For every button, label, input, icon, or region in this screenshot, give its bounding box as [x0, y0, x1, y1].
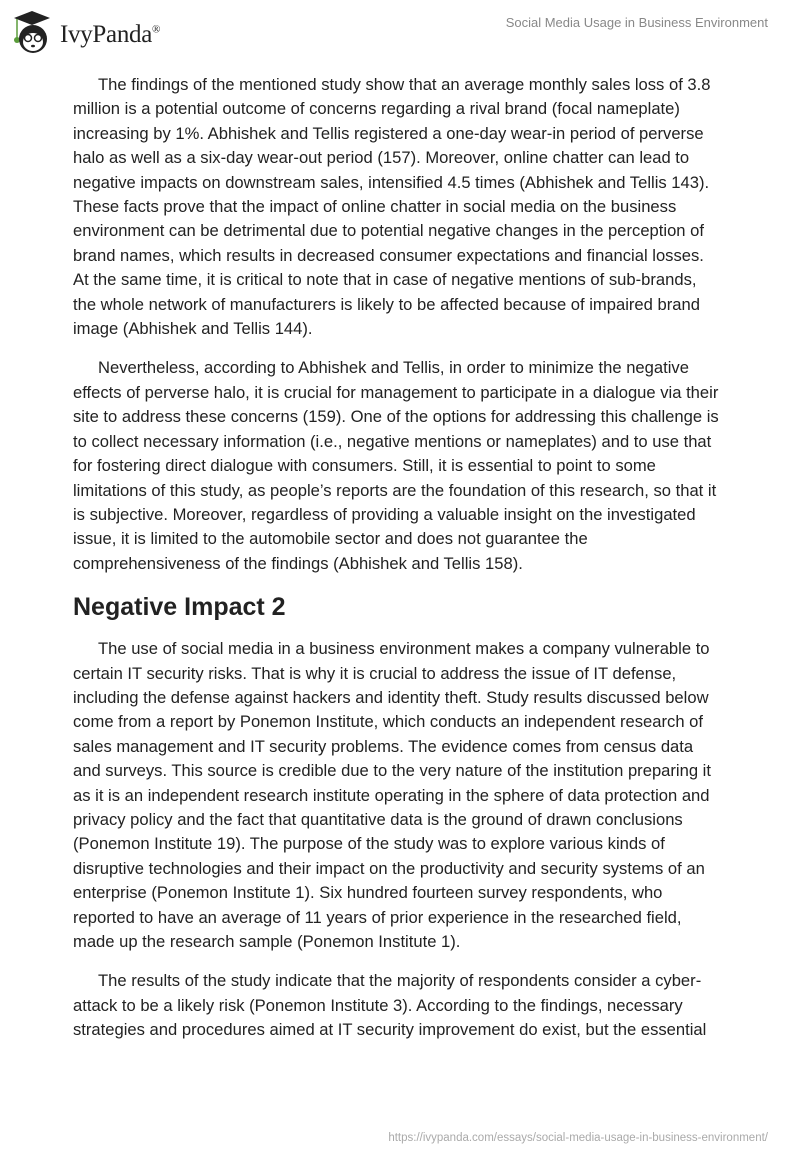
- text-line: reported to have an average of 11 years of prior experience in the researched field,: [73, 907, 682, 927]
- text-line: Nevertheless, according to Abhishek and Tellis, in order to minimize the negative: [98, 358, 689, 378]
- text-line: issue, it is limited to the automobile sector and does not guarantee the: [73, 529, 588, 549]
- text-line: effects of perverse halo, it is crucial for management to participate in a dialogue via their: [73, 382, 719, 402]
- text-line: and surveys. This source is credible due to the very nature of the institution preparing it: [73, 761, 711, 781]
- text-line: comprehensiveness of the findings (Abhishek and Tellis 158).: [73, 553, 523, 573]
- text-line: negative impacts on downstream sales, intensified 4.5 times (Abhishek and Tellis 143).: [73, 172, 710, 192]
- text-line: limitations of this study, as people’s reports are the foundation of this research, so that it: [73, 480, 717, 500]
- paragraph: [73, 73, 733, 341]
- text-line: At the same time, it is critical to note that in case of negative mentions of sub-brands,: [73, 270, 697, 290]
- text-line: halo as well as a six-day wear-out period (157). Moreover, online chatter can lead to: [73, 148, 690, 168]
- text-line: (Ponemon Institute 19). The purpose of the study was to explore various kinds of: [73, 834, 665, 854]
- text-line: the whole network of manufacturers is likely to be affected because of impaired brand: [73, 294, 700, 314]
- text-line: The findings of the mentioned study show that an average monthly sales loss of 3.8: [98, 75, 711, 94]
- panda-logo-icon: [12, 8, 52, 56]
- text-line: is subjective. Moreover, regardless of providing a valuable insight on the investigated: [73, 504, 696, 524]
- document-title: Social Media Usage in Business Environment: [505, 15, 768, 30]
- text-line: increasing by 1%. Abhishek and Tellis registered a one-day wear-in period of perverse: [73, 123, 704, 143]
- text-line: to collect necessary information (i.e., negative mentions or nameplates) and to use that: [73, 431, 712, 451]
- text-line: certain IT security risks. That is why it is crucial to address the issue of IT defense,: [73, 663, 677, 683]
- text-line: image (Abhishek and Tellis 144).: [73, 319, 313, 339]
- paragraph: [73, 637, 733, 954]
- text-line: environment can be detrimental due to potential negative changes in the perception of: [73, 221, 704, 241]
- paragraph: [73, 969, 733, 1042]
- text-line: for fostering direct dialogue with consumers. Still, it is essential to point to some: [73, 456, 656, 476]
- text-line: The results of the study indicate that the majority of respondents consider a cyber-: [98, 971, 702, 991]
- text-line: as it is an independent research institute operating in the sphere of data protection and: [73, 785, 710, 805]
- text-line: enterprise (Ponemon Institute 1). Six hundred fourteen survey respondents, who: [73, 883, 663, 903]
- text-line: These facts prove that the impact of online chatter in social media on the business: [73, 197, 677, 217]
- paragraph: [73, 356, 733, 576]
- text-line: site to address these concerns (159). One of the options for addressing this challenge is: [73, 407, 719, 427]
- logo-text: IvyPanda®: [60, 21, 161, 48]
- text-line: The use of social media in a business environment makes a company vulnerable to: [98, 639, 710, 659]
- text-line: made up the research sample (Ponemon Institute 1).: [73, 932, 461, 951]
- text-line: million is a potential outcome of concerns regarding a rival brand (focal nameplate): [73, 99, 680, 119]
- text-line: sales management and IT security problems. The evidence comes from census data: [73, 736, 694, 756]
- essay-body: [73, 73, 733, 1058]
- text-line: come from a report by Ponemon Institute, which conducts an independent research of: [73, 712, 703, 732]
- text-line: strategies and procedures aimed at IT security improvement do exist, but the essential: [73, 1020, 707, 1040]
- text-line: attack to be a likely risk (Ponemon Institute 3). According to the findings, necessary: [73, 995, 683, 1015]
- text-line: brand names, which results in decreased consumer expectations and financial losses.: [73, 245, 704, 265]
- text-line: privacy policy and the fact that quantitative data is the ground of drawn conclusions: [73, 809, 683, 829]
- source-url[interactable]: https://ivypanda.com/essays/social-media-usage-in-business-environment/: [388, 1132, 768, 1144]
- section-heading: Negative Impact 2: [73, 593, 286, 622]
- ivypanda-logo[interactable]: [12, 8, 160, 56]
- text-line: disruptive technologies and their impact on the productivity and security systems of an: [73, 858, 705, 878]
- text-line: including the defense against hackers and identity theft. Study results discussed below: [73, 687, 709, 707]
